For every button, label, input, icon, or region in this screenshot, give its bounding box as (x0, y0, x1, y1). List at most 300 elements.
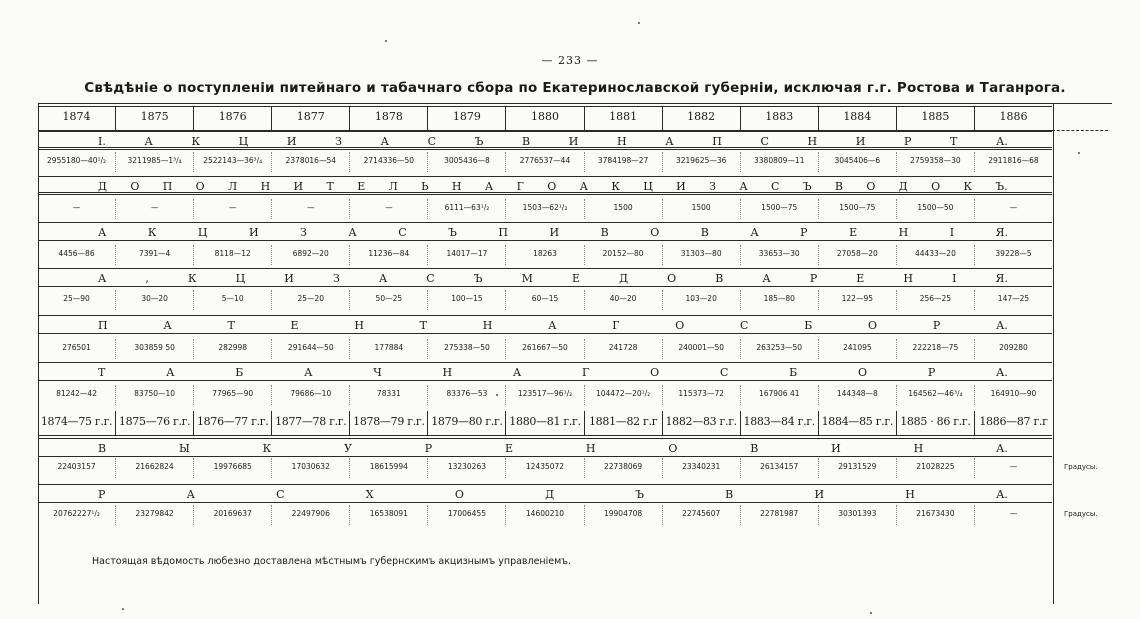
table-cell: — (974, 199, 1052, 219)
heading-letter: А (484, 180, 494, 193)
table-cell: 1878 (349, 106, 427, 130)
heading-letter: Л (388, 180, 398, 193)
section-heading (38, 268, 1052, 287)
heading-letter: А (579, 180, 588, 193)
table-cell: 241095 (818, 339, 896, 359)
section-heading (38, 315, 1052, 334)
table-cell: 29131529 (818, 458, 896, 478)
table-cell: 1880—81 г.г. (505, 411, 583, 435)
heading-letter: Ц (238, 135, 249, 148)
print-speck (122, 608, 124, 610)
print-speck (385, 40, 387, 42)
table-cell: 18263 (505, 245, 583, 265)
table-cell: 3005436—8 (427, 152, 505, 172)
heading-letter: З (332, 272, 340, 285)
heading-letter: О (866, 180, 876, 193)
table-cell: 2955180—40¹/₂ (47, 156, 107, 165)
heading-letter: А (665, 135, 674, 148)
heading-letter: Б (804, 319, 813, 332)
table-cell: 240001—50 (662, 339, 740, 359)
heading-letter: Х (365, 488, 374, 501)
heading-letter: Н (898, 226, 909, 239)
table-cell: 5—10 (193, 290, 271, 310)
table-cell: 282998 (193, 339, 271, 359)
print-speck (1078, 152, 1080, 154)
unit-label: Градусы. (1064, 510, 1098, 518)
heading-letter: Н (260, 180, 271, 193)
table-cell: 1884 (818, 106, 896, 130)
table-cell: 1885 · 86 г.г. (896, 411, 974, 435)
heading-letter: В (715, 272, 724, 285)
heading-letter: Р (800, 226, 808, 239)
table-cell: — (974, 458, 1052, 478)
table-cell: 23279842 (115, 505, 193, 525)
table-cell: 8118—12 (193, 245, 271, 265)
table-cell: 44433—20 (896, 245, 974, 265)
table-cell: 22781987 (740, 505, 818, 525)
table-cell: 1882—83 г.г. (662, 411, 740, 435)
section-values-row (38, 152, 1052, 172)
table-cell: 241728 (584, 339, 662, 359)
table-cell: 22403157 (57, 462, 96, 471)
table-cell: 1885 (896, 106, 974, 130)
heading-letter: З (709, 180, 716, 193)
table-cell: 7391—4 (115, 245, 193, 265)
heading-letter: Ъ (474, 135, 484, 148)
heading-letter: З (300, 226, 307, 239)
heading-letter: Г (582, 366, 590, 379)
heading-letter: Р (98, 488, 106, 501)
heading-letter: О (547, 180, 557, 193)
table-cell: 261667—50 (505, 339, 583, 359)
heading-letter: Д (545, 488, 555, 501)
table-cell: 3380809—11 (740, 152, 818, 172)
table-cell: 275338—50 (427, 339, 505, 359)
table-cell: 21028225 (896, 458, 974, 478)
heading-letter: , (145, 272, 149, 285)
heading-letter: Б (789, 366, 798, 379)
section-values-row (38, 199, 1052, 219)
heading-letter: Ы (178, 442, 190, 455)
heading-letter: И (293, 180, 304, 193)
table-cell: 83750—10 (115, 385, 193, 405)
table-cell: 20169637 (193, 505, 271, 525)
section-heading (38, 176, 1052, 195)
section-heading (38, 362, 1052, 381)
heading-letter: К (611, 180, 620, 193)
table-cell: 22497906 (271, 505, 349, 525)
heading-letter: А (186, 488, 195, 501)
heading-letter: Р (903, 135, 912, 148)
heading-letter: И (286, 135, 297, 148)
heading-letter: Д (619, 272, 629, 285)
heading-letter: А. (995, 319, 1008, 332)
section-values-row (38, 290, 1052, 310)
heading-letter: О (858, 366, 868, 379)
heading-letter: Н (617, 135, 627, 148)
heading-letter: Б (235, 366, 244, 379)
table-cell: 1878—79 г.г. (349, 411, 427, 435)
heading-letter: С (740, 319, 749, 332)
heading-letter: Ъ (473, 272, 483, 285)
heading-letter: Р (932, 319, 941, 332)
heading-letter: С (719, 366, 729, 379)
table-cell: 17006455 (427, 505, 505, 525)
table-cell: 30301393 (818, 505, 896, 525)
heading-letter: А. (996, 442, 1008, 455)
table-cell: 3045406—6 (818, 152, 896, 172)
table-cell: 1874—75 г.г. (40, 415, 113, 428)
heading-letter: Ъ. (995, 180, 1008, 193)
heading-letter: И (549, 226, 560, 239)
heading-letter: А (98, 226, 107, 239)
heading-letter: Я. (995, 226, 1008, 239)
heading-letter: Н (913, 442, 924, 455)
print-speck (870, 612, 872, 614)
heading-letter: И (568, 135, 579, 148)
table-cell: 276501 (62, 343, 91, 352)
heading-letter: И (814, 488, 825, 501)
table-cell: 12435072 (505, 458, 583, 478)
table-cell: — (271, 199, 349, 219)
heading-letter: С (276, 488, 285, 501)
section-values-row (38, 458, 1052, 478)
table-cell: 19976685 (193, 458, 271, 478)
heading-letter: Т (98, 366, 106, 379)
print-speck (496, 394, 498, 396)
table-cell: 1879 (427, 106, 505, 130)
footnote: Настоящая вѣдомость любезно доставлена мѣстнымъ губернскимъ акцизнымъ управленіемъ. (92, 556, 572, 567)
heading-letter: О (650, 226, 660, 239)
heading-letter: А (739, 180, 748, 193)
table-cell: 79686—10 (271, 385, 349, 405)
heading-letter: А. (996, 366, 1008, 379)
table-cell: 209280 (974, 339, 1052, 359)
table-cell: 3211985—1³/₄ (115, 152, 193, 172)
table-cell: 1500—75 (818, 199, 896, 219)
heading-letter: Ъ (802, 180, 812, 193)
heading-letter: К (147, 226, 157, 239)
heading-letter: В (98, 442, 107, 455)
heading-letter: А (378, 272, 388, 285)
heading-letter: А. (996, 135, 1008, 148)
heading-letter: Е (849, 226, 858, 239)
table-cell: 164562—46³/₄ (896, 385, 974, 405)
heading-letter: А (762, 272, 771, 285)
table-cell: 83376—53 (427, 385, 505, 405)
table-cell: 50—25 (349, 290, 427, 310)
heading-letter: Е (571, 272, 580, 285)
table-cell: 1882 (662, 106, 740, 130)
heading-letter: О (675, 319, 685, 332)
right-margin-rule (1052, 103, 1112, 104)
heading-letter: В (725, 488, 734, 501)
table-cell: 1875—76 г.г. (115, 411, 193, 435)
heading-letter: В (600, 226, 609, 239)
table-cell: 222218—75 (896, 339, 974, 359)
heading-letter: А (163, 319, 172, 332)
table-cell: — (974, 505, 1052, 525)
table-cell: 18615994 (349, 458, 427, 478)
heading-letter: У (343, 442, 352, 455)
heading-letter: В (834, 180, 844, 193)
table-cell: 164910—90 (974, 385, 1052, 405)
table-cell: — (193, 199, 271, 219)
table-cell: 20152—80 (584, 245, 662, 265)
heading-letter: В (522, 135, 531, 148)
table-cell: 21673430 (896, 505, 974, 525)
table-cell: 78331 (349, 385, 427, 405)
table-cell: 25—20 (271, 290, 349, 310)
heading-letter: И (248, 226, 259, 239)
table-cell: 104472—20¹/₂ (584, 385, 662, 405)
table-cell: 25—90 (63, 294, 90, 303)
heading-letter: Ц (197, 226, 208, 239)
table-cell: 263253—50 (740, 339, 818, 359)
table-cell: 1876 (193, 106, 271, 130)
section-values-row (38, 245, 1052, 265)
heading-letter: С (398, 226, 407, 239)
table-cell: 103—20 (662, 290, 740, 310)
heading-letter: С (427, 135, 436, 148)
section-heading (38, 484, 1052, 503)
heading-letter: Ц (235, 272, 246, 285)
table-cell: 14600210 (505, 505, 583, 525)
table-cell: 40—20 (584, 290, 662, 310)
heading-letter: Н (807, 135, 818, 148)
table-cell: 1500—75 (740, 199, 818, 219)
heading-letter: Д (98, 180, 107, 193)
table-cell: 1886 (974, 106, 1052, 130)
right-margin-dashed-rule (1052, 130, 1108, 131)
heading-letter: О (130, 180, 140, 193)
table-cell: 19904708 (584, 505, 662, 525)
heading-letter: А (750, 226, 759, 239)
table-cell: 1500 (662, 199, 740, 219)
page-number: — 233 — (541, 54, 599, 67)
table-cell: 147—25 (974, 290, 1052, 310)
heading-letter: А (512, 366, 522, 379)
heading-letter: Н (442, 366, 453, 379)
table-cell: 2378016—54 (271, 152, 349, 172)
heading-letter: В (700, 226, 709, 239)
heading-letter: О (868, 319, 878, 332)
table-cell: 1886—87 г.г (974, 411, 1052, 435)
table-cell: 31303—80 (662, 245, 740, 265)
heading-letter: К (963, 180, 972, 193)
heading-letter: А (98, 272, 107, 285)
table-cell: — (72, 203, 81, 212)
heading-letter: Н (905, 488, 915, 501)
table-cell: 4456—86 (58, 249, 95, 258)
section-heading (38, 131, 1052, 150)
document-title: Свѣдѣніе о поступленіи питейнаго и табачнаго сбора по Екатеринославской губерніи, исключая г.г. Ростова и Таганрога. (84, 80, 1066, 96)
table-cell: 1880 (505, 106, 583, 130)
table-cell: 1883 (740, 106, 818, 130)
heading-letter: С (771, 180, 780, 193)
table-cell: 291644—50 (271, 339, 349, 359)
heading-letter: О (931, 180, 941, 193)
table-cell: 177884 (349, 339, 427, 359)
heading-letter: С (426, 272, 435, 285)
table-cell: 1500 (584, 199, 662, 219)
heading-letter: П (162, 180, 173, 193)
table-cell: 167906 41 (740, 385, 818, 405)
heading-letter: Н (354, 319, 364, 332)
table-cell: 33653—30 (740, 245, 818, 265)
heading-letter: О (454, 488, 464, 501)
heading-letter: М (521, 272, 533, 285)
table-cell: 22738069 (584, 458, 662, 478)
heading-letter: Н (482, 319, 493, 332)
heading-letter: О (650, 366, 660, 379)
table-cell: 1876—77 г.г. (193, 411, 271, 435)
table-cell: 21662824 (115, 458, 193, 478)
heading-letter: I. (98, 135, 106, 148)
table-cell: 22745607 (662, 505, 740, 525)
heading-letter: О (668, 442, 678, 455)
table-cell: 27058—20 (818, 245, 896, 265)
heading-letter: И (855, 135, 866, 148)
heading-letter: Л (228, 180, 238, 193)
fiscal-year-header-row (38, 411, 1052, 436)
table-cell: 13230263 (427, 458, 505, 478)
table-cell: 256—25 (896, 290, 974, 310)
heading-letter: П (98, 319, 108, 332)
table-cell: 1875 (115, 106, 193, 130)
table-cell: 23340231 (662, 458, 740, 478)
heading-letter: Т (326, 180, 334, 193)
heading-letter: И (284, 272, 294, 285)
table-cell: — (115, 199, 193, 219)
table-cell: 123517—96¹/₂ (505, 385, 583, 405)
heading-letter: А (348, 226, 357, 239)
print-speck (638, 22, 640, 24)
heading-letter: Е (856, 272, 865, 285)
heading-letter: Т (227, 319, 235, 332)
table-cell: 303859 50 (115, 339, 193, 359)
heading-letter: Н (903, 272, 913, 285)
table-cell: 6111—63¹/₂ (427, 199, 505, 219)
heading-letter: Ь (421, 180, 429, 193)
section-values-row (38, 505, 1052, 525)
heading-letter: П (498, 226, 509, 239)
table-cell: 122—95 (818, 290, 896, 310)
heading-letter: Ч (373, 366, 382, 379)
heading-letter: Е (357, 180, 366, 193)
table-cell: 1879—80 г.г. (427, 411, 505, 435)
heading-letter: Ц (643, 180, 653, 193)
heading-letter: З (335, 135, 342, 148)
heading-letter: А (304, 366, 313, 379)
unit-label: Градусы. (1064, 463, 1098, 471)
heading-letter: П (712, 135, 722, 148)
table-cell: 1881 (584, 106, 662, 130)
heading-letter: А (144, 135, 153, 148)
table-cell: 17030632 (271, 458, 349, 478)
table-cell: 1500—50 (896, 199, 974, 219)
heading-letter: А (380, 135, 389, 148)
table-cell: 3784198—27 (584, 152, 662, 172)
section-values-row (38, 339, 1052, 359)
heading-letter: О (667, 272, 677, 285)
heading-letter: К (188, 272, 197, 285)
heading-letter: Ъ (448, 226, 457, 239)
table-cell: 2759358—30 (896, 152, 974, 172)
heading-letter: И (831, 442, 841, 455)
heading-letter: Г (612, 319, 620, 332)
table-cell: 60—15 (505, 290, 583, 310)
heading-letter: Е (505, 442, 514, 455)
table-cell: 1883—84 г.г. (740, 411, 818, 435)
heading-letter: Ъ (635, 488, 644, 501)
table-cell: 1503—62¹/₂ (505, 199, 583, 219)
table-cell: 81242—42 (56, 389, 97, 398)
section-values-row (38, 385, 1052, 405)
heading-letter: В (750, 442, 759, 455)
heading-letter: К (262, 442, 272, 455)
table-cell: 1877—78 г.г. (271, 411, 349, 435)
section-heading (38, 222, 1052, 241)
table-cell: 14017—17 (427, 245, 505, 265)
heading-letter: Т (950, 135, 958, 148)
table-cell: 6892—20 (271, 245, 349, 265)
table-cell: 115373—72 (662, 385, 740, 405)
table-cell: 144348—8 (818, 385, 896, 405)
heading-letter: А (166, 366, 175, 379)
table-cell: 100—15 (427, 290, 505, 310)
heading-letter: Р (424, 442, 433, 455)
heading-letter: С (760, 135, 769, 148)
table-cell: 77965—90 (193, 385, 271, 405)
heading-letter: Г (516, 180, 524, 193)
heading-letter: А. (996, 488, 1008, 501)
table-cell: 2776537—44 (505, 152, 583, 172)
table-cell: 1874 (62, 110, 91, 123)
heading-letter: Р (927, 366, 936, 379)
table-cell: 1884—85 г.г. (818, 411, 896, 435)
table-cell: 2911816—68 (974, 152, 1052, 172)
heading-letter: И (676, 180, 686, 193)
table-cell: 20762227¹/₂ (53, 509, 100, 518)
heading-letter: О (195, 180, 205, 193)
heading-letter: Н (451, 180, 462, 193)
heading-letter: Р (809, 272, 818, 285)
section-heading (38, 438, 1052, 457)
heading-letter: Т (419, 319, 427, 332)
table-cell: 16538091 (349, 505, 427, 525)
heading-letter: І (952, 272, 957, 285)
heading-letter: Е (290, 319, 299, 332)
table-cell: — (349, 199, 427, 219)
heading-letter: Я. (995, 272, 1008, 285)
heading-letter: Д (898, 180, 908, 193)
heading-letter: Н (585, 442, 596, 455)
table-cell: 1877 (271, 106, 349, 130)
table-cell: 39228—5 (974, 245, 1052, 265)
table-cell: 30—20 (115, 290, 193, 310)
table-cell: 26134157 (740, 458, 818, 478)
table-cell: 11236—84 (349, 245, 427, 265)
table-cell: 185—80 (740, 290, 818, 310)
heading-letter: А (548, 319, 557, 332)
table-cell: 1881—82 г.г (584, 411, 662, 435)
year-header-row (38, 106, 1052, 131)
heading-letter: К (191, 135, 200, 148)
table-cell: 3219625—36 (662, 152, 740, 172)
table-cell: 2522143—36³/₄ (193, 152, 271, 172)
table-cell: 2714336—50 (349, 152, 427, 172)
